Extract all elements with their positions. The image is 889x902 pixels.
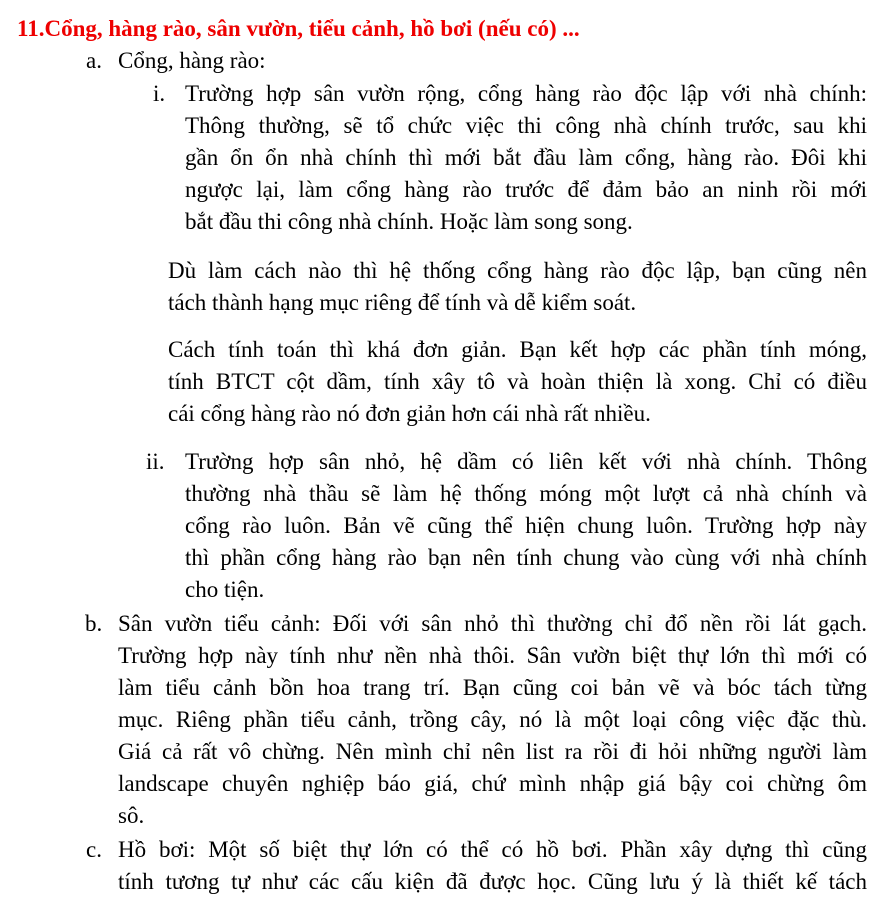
sub-ii-line: cho tiện. (185, 577, 265, 602)
sub-ii-line: thường nhà thầu sẽ làm hệ thống móng một lượt cả nhà chính và (185, 481, 867, 506)
sub-i-line: gần ổn ổn nhà chính thì mới bắt đầu làm cổng, hàng rào. Đôi khi (185, 145, 867, 170)
item-b-line: làm tiểu cảnh bồn hoa trang trí. Bạn cũng coi bản vẽ và bóc tách từng (118, 675, 867, 700)
sub-i-line: Thông thường, sẽ tổ chức việc thi công nhà chính trước, sau khi (185, 113, 867, 138)
paragraph-line: Cách tính toán thì khá đơn giản. Bạn kết hợp các phần tính móng, (168, 337, 867, 362)
item-b-line: Sân vườn tiểu cảnh: Đối với sân nhỏ thì thường chỉ đổ nền rồi lát gạch. (118, 611, 867, 636)
item-c-marker: c. (86, 837, 102, 862)
paragraph-line: tính BTCT cột dầm, tính xây tô và hoàn thiện là xong. Chỉ có điều (168, 369, 867, 394)
sub-i-marker: i. (153, 81, 166, 106)
item-a-marker: a. (86, 48, 102, 73)
item-a-title: Cổng, hàng rào: (118, 48, 266, 73)
item-c-line: tính tương tự như các cấu kiện đã được học. Cũng lưu ý là thiết kế tách (118, 869, 867, 894)
item-c-line: Hồ bơi: Một số biệt thự lớn có thể có hồ bơi. Phần xây dựng thì cũng (118, 837, 867, 862)
paragraph-line: cái cổng hàng rào nó đơn giản hơn cái nhà rất nhiều. (168, 401, 651, 426)
sub-ii-line: Trường hợp sân nhỏ, hệ dầm có liên kết với nhà chính. Thông (185, 449, 867, 474)
sub-ii-marker: ii. (146, 449, 165, 474)
item-b-marker: b. (85, 611, 103, 636)
sub-ii-paragraph (185, 446, 867, 606)
sub-i-line: bắt đầu thi công nhà chính. Hoặc làm song song. (185, 209, 633, 234)
paragraph-calculation (168, 334, 867, 430)
item-b-paragraph (118, 608, 867, 832)
sub-i-line: Trường hợp sân vườn rộng, cổng hàng rào độc lập với nhà chính: (185, 81, 867, 106)
sub-ii-line: thì phần cổng hàng rào bạn nên tính chung vào cùng với nhà chính (185, 545, 867, 570)
sub-ii-line: cổng rào luôn. Bản vẽ cũng thể hiện chung luôn. Trường hợp này (185, 513, 867, 538)
paragraph-line: Dù làm cách nào thì hệ thống cổng hàng rào độc lập, bạn cũng nên (168, 258, 867, 283)
paragraph-independent-fence (168, 255, 867, 319)
sub-i-paragraph (185, 78, 867, 238)
item-c-paragraph (118, 834, 867, 898)
sub-i-line: ngược lại, làm cổng hàng rào trước để đảm bảo an ninh rồi mới (185, 177, 867, 202)
item-b-line: sô. (118, 803, 145, 828)
section-heading: 11.Cổng, hàng rào, sân vườn, tiểu cảnh, hồ bơi (nếu có) ... (17, 16, 580, 41)
item-b-line: Giá cả rất vô chừng. Nên mình chỉ nên list ra rồi đi hỏi những người làm (118, 739, 867, 764)
item-b-line: mục. Riêng phần tiểu cảnh, trồng cây, nó là một loại công việc đặc thù. (118, 707, 867, 732)
item-b-line: Trường hợp này tính như nền nhà thôi. Sân vườn biệt thự lớn thì mới có (118, 643, 867, 668)
paragraph-line: tách thành hạng mục riêng để tính và dễ kiểm soát. (168, 290, 637, 315)
item-b-line: landscape chuyên nghiệp báo giá, chứ mình nhập giá bậy coi chừng ôm (118, 771, 867, 796)
